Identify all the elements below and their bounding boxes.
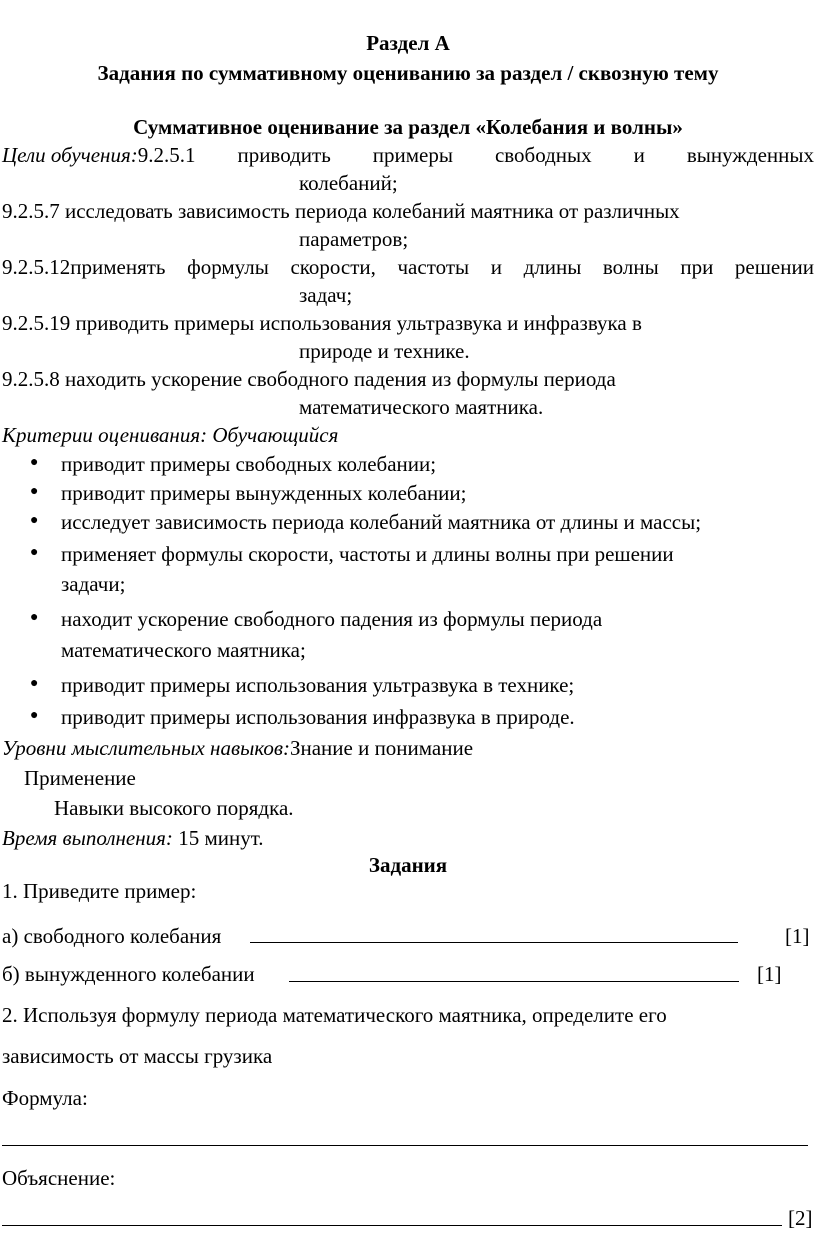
section-title: Раздел А [366, 31, 450, 55]
goal-word: 9.2.5.1 [137, 143, 196, 167]
goal-word: 9.2.5.12применять [2, 255, 166, 279]
task-1a-label: а) свободного колебания [2, 924, 222, 948]
goal-word: свободных [494, 143, 592, 167]
explanation-answer-line[interactable] [2, 1225, 782, 1226]
goal-5-cont: математического маятника. [299, 395, 544, 419]
goals-label: Цели обучения: [2, 143, 138, 167]
criteria-item-cont: задачи; [61, 572, 126, 596]
bullet-icon: ● [30, 676, 39, 691]
task-1b-label: б) вынужденного колебании [2, 962, 255, 986]
explanation-label: Объяснение: [2, 1166, 116, 1190]
formula-label: Формула: [2, 1086, 88, 1110]
goal-4: 9.2.5.19 приводить примеры использования ультразвука и инфразвука в [2, 311, 642, 335]
time-row [2, 825, 264, 851]
criteria-label: Критерии оценивания: Обучающийся [2, 423, 339, 447]
goal-4-cont: природе и технике. [299, 339, 470, 363]
goal-word: и [633, 143, 645, 167]
criteria-item: приводит примеры использования инфразвука в природе. [61, 705, 575, 729]
task-2-prompt-cont: зависимость от массы грузика [2, 1044, 273, 1068]
tasks-heading: Задания [368, 853, 448, 877]
criteria-item: исследует зависимость периода колебаний маятника от длины и массы; [61, 510, 702, 534]
task-1a-mark: [1] [785, 924, 810, 948]
section-subtitle: Задания по суммативному оцениванию за раздел / сквозную тему [97, 61, 719, 85]
goal-5: 9.2.5.8 находить ускорение свободного падения из формулы периода [2, 367, 616, 391]
criteria-item: приводит примеры вынужденных колебании; [61, 481, 467, 505]
goal-word: волны [602, 255, 659, 279]
goal-word: приводить [237, 143, 331, 167]
goal-word: скорости, [290, 255, 376, 279]
criteria-item: приводит примеры свободных колебании; [61, 452, 437, 476]
task-1-prompt: 1. Приведите пример: [2, 879, 197, 903]
goal-1 [2, 142, 814, 168]
level-high-order: Навыки высокого порядка. [54, 796, 294, 820]
formula-answer-line[interactable] [2, 1145, 808, 1146]
task-2-prompt: 2. Используя формулу периода математического маятника, определите его [2, 1003, 667, 1027]
levels-row [2, 735, 473, 761]
levels-label: Уровни мыслительных навыков: [2, 736, 290, 760]
time-label: Время выполнения: [2, 826, 173, 850]
task-1b-mark: [1] [757, 962, 782, 986]
task-2-mark: [2] [788, 1206, 813, 1230]
goal-word: примеры [372, 143, 453, 167]
goal-word: вынужденных [686, 143, 814, 167]
goal-1-cont: колебаний; [299, 171, 398, 195]
goal-3-cont: задач; [299, 283, 353, 307]
goal-word: и [490, 255, 502, 279]
criteria-item: применяет формулы скорости, частоты и длины волны при решении [61, 542, 674, 566]
assessment-heading: Суммативное оценивание за раздел «Колебания и волны» [133, 115, 683, 139]
task-1b-answer-line[interactable] [289, 981, 739, 982]
bullet-icon: ● [30, 455, 39, 470]
goal-word: частоты [397, 255, 470, 279]
goal-word: длины [523, 255, 582, 279]
criteria-item: находит ускорение свободного падения из формулы периода [61, 607, 603, 631]
level-application: Применение [24, 766, 136, 790]
criteria-item: приводит примеры использования ультразвука в технике; [61, 673, 575, 697]
bullet-icon: ● [30, 708, 39, 723]
task-1a-answer-line[interactable] [250, 942, 738, 943]
goal-1-lead [2, 142, 195, 168]
goal-word: при [680, 255, 714, 279]
goal-3 [2, 254, 814, 280]
criteria-item-cont: математического маятника; [61, 638, 306, 662]
goal-word: формулы [187, 255, 269, 279]
goal-word: решении [734, 255, 814, 279]
bullet-icon: ● [30, 545, 39, 560]
goal-2-cont: параметров; [299, 227, 409, 251]
time-value: 15 минут. [178, 826, 264, 850]
bullet-icon: ● [30, 610, 39, 625]
goal-2: 9.2.5.7 исследовать зависимость периода колебаний маятника от различных [2, 199, 680, 223]
bullet-icon: ● [30, 484, 39, 499]
level-knowledge: Знание и понимание [289, 736, 474, 760]
bullet-icon: ● [30, 513, 39, 528]
